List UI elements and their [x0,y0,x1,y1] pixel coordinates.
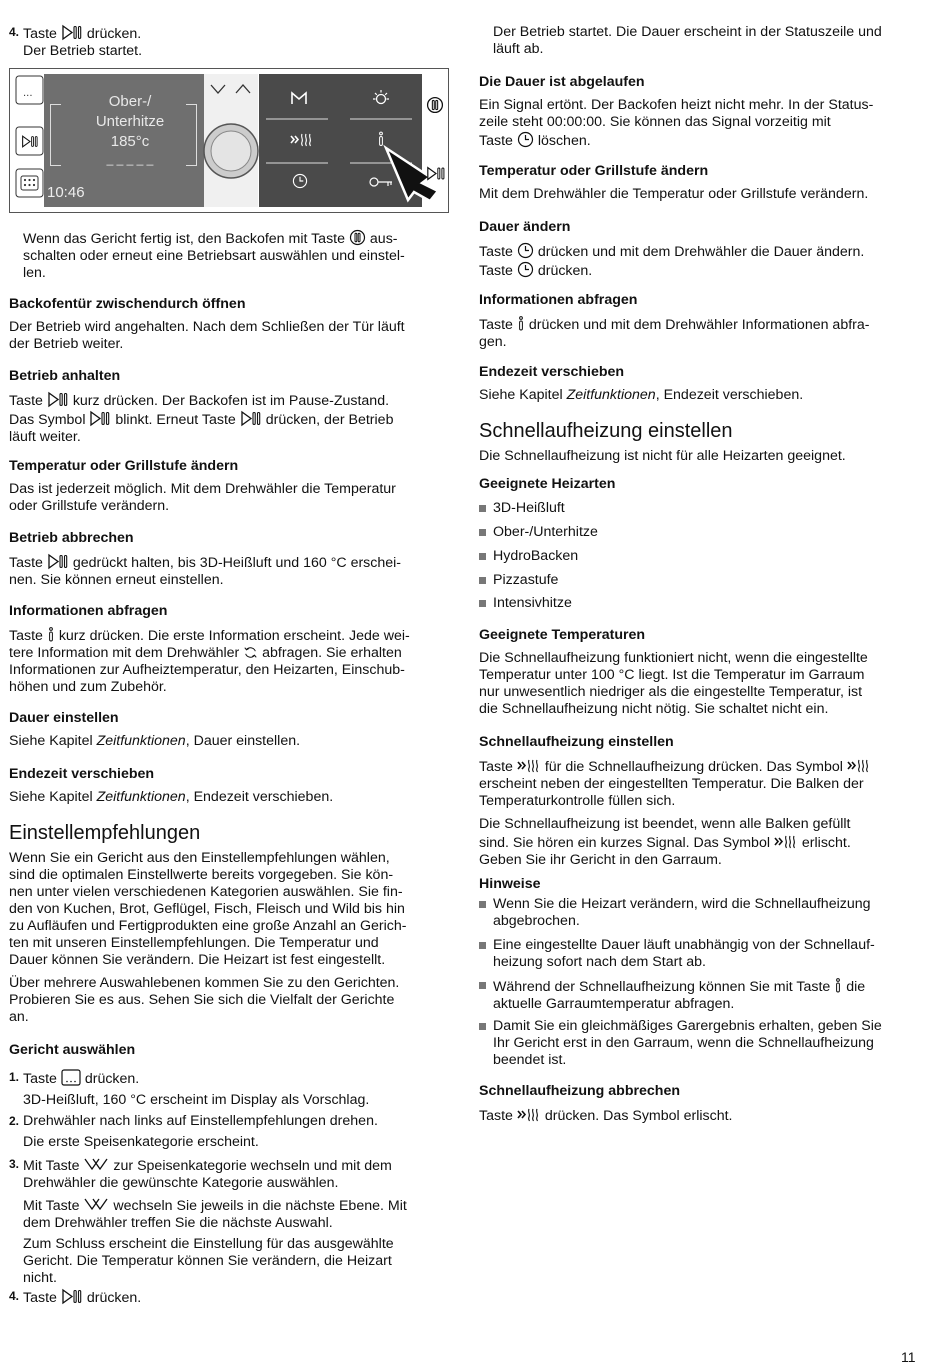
section-heading: Dauer ändern [479,219,571,235]
fast-heat-icon [517,1106,541,1123]
section-duration: Dauer einstellen Siehe Kapitel Zeitfunktionen, Dauer einstellen. [9,710,449,750]
start-stop-icon [47,391,69,408]
section-heading: Betrieb anhalten [9,368,121,384]
switch-off-note: Wenn das Gericht fertig ist, den Backofen mit Taste aus- schalten oder erneut eine Betriebsart auswählen und einstel- len. [23,231,405,281]
start-stop-icon[interactable] [426,165,446,182]
section-heading: Temperatur oder Grillstufe ändern [479,163,709,179]
info-icon[interactable] [377,130,385,148]
svg-text:...: ... [23,88,33,98]
section-info: Informationen abfragen Taste kurz drücken. Die erste Information erscheint. Jede wei- tere Information mit dem Drehwähler abfragen. Sie erhalten Informationen zur Aufheiztemperatur, den Heizarten, Einschub- höhen und zum Zubehör. [9,603,449,696]
display-panel: Ober-/ Unterhitze 185°c _ _ _ _ _ [95,93,165,166]
start-stop-icon [89,410,111,427]
start-stop-icon [240,410,262,427]
section-heading: Schnellaufheizung abbrechen [479,1083,681,1099]
light-icon[interactable] [370,88,392,108]
display-bracket [50,104,61,166]
section-temperature: Temperatur oder Grillstufe ändern Mit dem Drehwähler die Temperatur oder Grillstufe verändern. [479,163,919,203]
meat-probe-menu-icon[interactable] [290,89,308,107]
start-stop-icon[interactable] [21,133,39,150]
clock-icon[interactable] [292,173,308,189]
section-heading: Schnellaufheizung einstellen [479,734,674,750]
clock-icon [517,131,534,148]
info-icon [517,315,525,332]
section-temperature: Temperatur oder Grillstufe ändern Das ist jederzeit möglich. Mit dem Drehwähler die Temperatur oder Grillstufe verändern. [9,458,449,515]
section-temps: Geeignete Temperaturen Die Schnellaufheizung funktioniert nicht, wenn die eingestellte Temperatur unter 100 °C liegt. Ist die Temperatur im Garraum nur unwesentlich niedriger als die eingestellte Temperatur, ist die Schnellaufheizung nicht nötig. Sie schaltet nicht ein. [479,627,919,718]
section-heading-dish: Gericht auswählen [9,1042,136,1058]
control-panel-illustration [9,68,449,213]
section-heading: Informationen abfragen [9,603,168,619]
section-heading: Geeignete Temperaturen [479,627,646,643]
chevron-down-icon [83,1196,109,1213]
section-heading: Temperatur oder Grillstufe ändern [9,458,239,474]
chapter-heading: Schnellaufheizung einstellen [479,420,733,442]
section-heading-modes: Geeignete Heizarten [479,476,616,492]
section-cancel-fast-heat: Schnellaufheizung abbrechen Taste drücken. Das Symbol erlischt. [479,1083,919,1125]
clock-icon [517,242,534,259]
section-heading: Endezeit verschieben [9,766,155,782]
start-stop-icon [61,24,83,41]
section-change-duration: Dauer ändern Taste drücken und mit dem Drehwähler die Dauer ändern. Taste drücken. [479,219,919,280]
child-lock-icon[interactable] [20,175,39,191]
start-stop-icon [61,1288,83,1305]
clock-icon [517,261,534,278]
section-door: Backofentür zwischendurch öffnen Der Betrieb wird angehalten. Nach dem Schließen der Tür läuft der Betrieb weiter. [9,296,449,353]
section-elapsed: Die Dauer ist abgelaufen Ein Signal ertönt. Der Backofen heizt nicht mehr. In der Status- zeile steht 00:00:00. Sie können das Signal vorzeitig mit Taste löschen. [479,74,919,150]
section-fast-heat: Schnellaufheizung einstellen Die Schnellaufheizung ist nicht für alle Heizarten geeignet. [479,419,919,465]
section-info: Informationen abfragen Taste drücken und mit dem Drehwähler Informationen abfra- gen. [479,292,919,351]
section-end-time: Endezeit verschieben Siehe Kapitel Zeitfunktionen, Endezeit verschieben. [9,766,449,806]
section-set-fast-heat: Schnellaufheizung einstellen Taste für die Schnellaufheizung drücken. Das Symbol erscheint neben der eingestellten Temperatur. Die Balken der Temperaturkontrolle füllen sich. Die Schnellaufheizung ist beendet, wenn alle Balken gefüllt sind. Sie hören ein kurzes Signal. Das Symbol erlischt. Geben Sie ihr Gericht in den Garraum. [479,734,919,869]
power-icon [349,229,366,246]
menu-dots-icon[interactable] [23,86,37,98]
key-icon[interactable] [368,175,394,189]
start-text: Der Betrieb startet. Die Dauer erscheint in der Statuszeile und läuft ab. [493,24,882,57]
start-stop-icon [47,553,69,570]
section-heading-notes: Hinweise [479,876,541,892]
chevron-down-icon [83,1156,109,1173]
fast-heat-icon[interactable] [290,131,314,148]
fast-heat-icon [517,757,541,774]
info-icon [834,977,842,994]
section-pause: Betrieb anhalten Taste kurz drücken. Der Backofen ist im Pause-Zustand. Das Symbol blinkt. Erneut Taste drücken, der Betrieb läuft weiter. [9,368,449,446]
section-abort: Betrieb abbrechen Taste gedrückt halten, bis 3D-Heißluft und 160 °C erschei- nen. Sie können erneut einstellen. [9,530,449,589]
display-clock: 10:46 [47,184,85,201]
section-heading: Betrieb abbrechen [9,530,134,546]
display-bracket [186,104,197,166]
section-heading: Backofentür zwischendurch öffnen [9,296,246,312]
power-icon[interactable] [426,96,444,114]
menu-icon [61,1069,81,1086]
chevron-up-down-icon[interactable] [208,81,256,97]
page-number: 11 [901,1349,916,1365]
section-heading: Dauer einstellen [9,710,119,726]
section-heading: Die Dauer ist abgelaufen [479,74,645,90]
section-end-time: Endezeit verschieben Siehe Kapitel Zeitfunktionen, Endezeit verschieben. [479,364,919,404]
fast-heat-icon [847,757,871,774]
rotate-icon [243,645,258,660]
info-icon [47,626,55,643]
section-heading: Endezeit verschieben [479,364,625,380]
section-recommendations: Einstellempfehlungen Wenn Sie ein Gericht aus den Einstellempfehlungen wählen, sind die optimalen Einstellwerte bereits vorgegeben. Sie kön- nen unter vielen verschiedenen Kategorien auswählen. Sie fin- den von Kuchen, Brot, Geflügel, Fisch, Fleisch und Wild bis hin zu Aufläufen und Fertigprodukten eine große Anzahl an Gerich- ten mit unseren Einstellempfehlungen. Die Temperatur und Dauer können Sie verändern. Die Heizart ist fest eingestellt. Über mehrere Auswahlebenen kommen Sie zu den Gerichten. Probieren Sie es aus. Sehen Sie sich die Vielfalt der Gerichte an. [9,821,449,1026]
section-heading: Informationen abfragen [479,292,638,308]
chapter-heading: Einstellempfehlungen [9,822,201,844]
fast-heat-icon [774,833,798,850]
